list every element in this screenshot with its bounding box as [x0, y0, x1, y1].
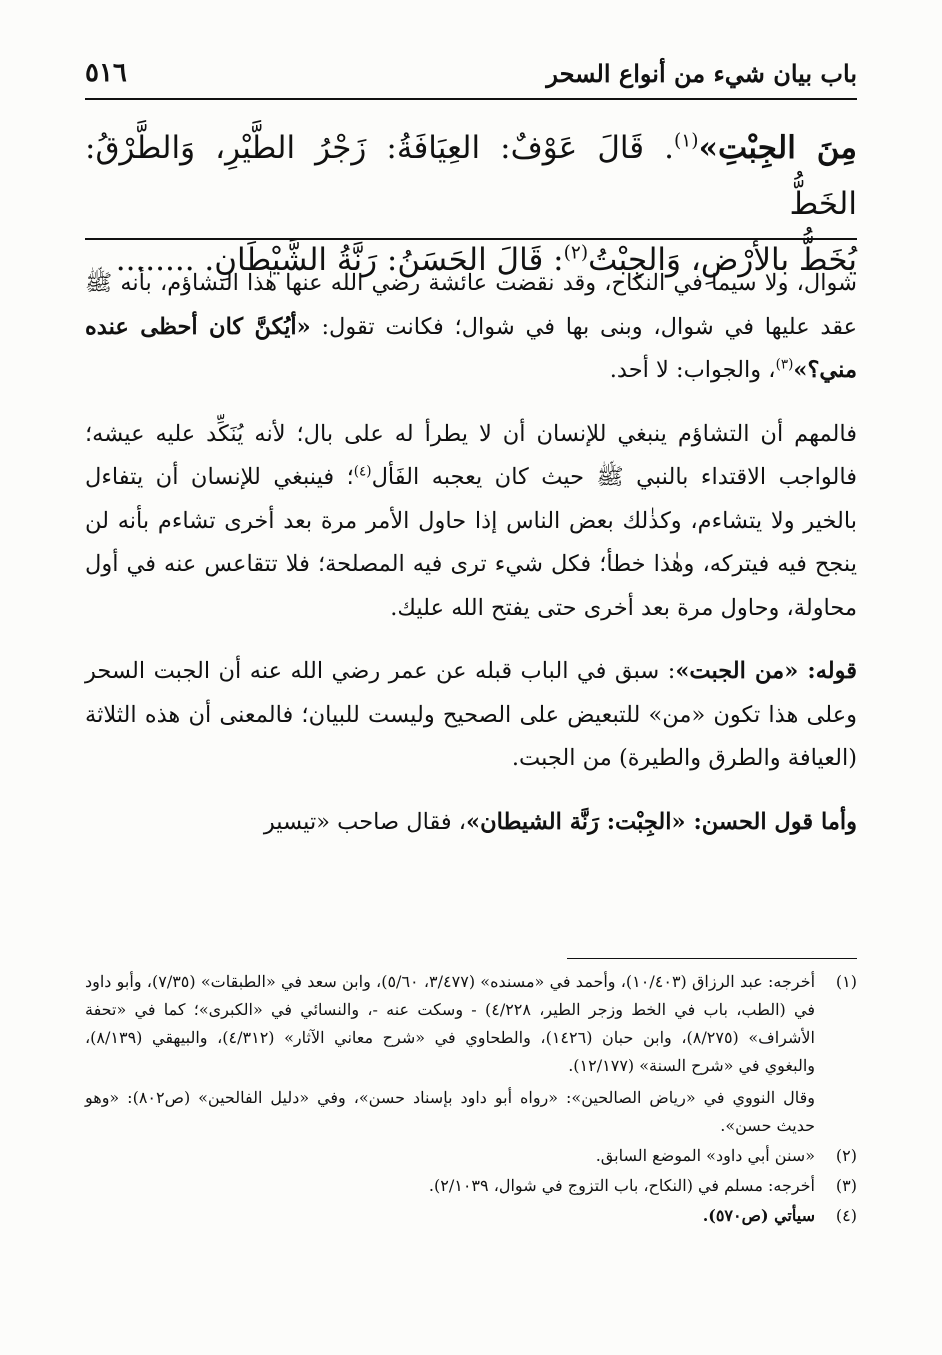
matn-bold-jibt: مِنَ الجِبْتِ»	[698, 130, 857, 166]
qawluhu-heading: قوله: «من الجبت»	[675, 658, 857, 684]
footnote-number: (٣)	[835, 1176, 857, 1195]
commentary-paragraph-1	[85, 262, 857, 393]
footnote-2	[85, 1142, 857, 1170]
hadith-quote: «أيُكنَّ كان أحظى عنده مني؟»	[85, 313, 857, 383]
commentary-p4-text: ، فقال صاحب «تيسير	[263, 808, 466, 835]
footnote-ref-3: (٣)	[775, 356, 794, 373]
footnote-text: «سنن أبي داود» الموضع السابق.	[595, 1146, 815, 1165]
footnote-text: أخرجه: مسلم في (النكاح، باب التزوج في شوال، ٢/١٠٣٩).	[428, 1176, 815, 1195]
footnote-number: (٤)	[835, 1206, 857, 1225]
footnote-number: (٢)	[835, 1146, 857, 1165]
commentary-paragraph-2	[85, 413, 857, 631]
footnote-1	[85, 968, 857, 1140]
matn-line-1	[85, 120, 857, 232]
commentary-paragraph-4	[85, 801, 857, 845]
footnote-text	[85, 968, 815, 1140]
footnotes	[85, 968, 857, 1232]
footnote-1-paragraph-2: وقال النووي في «رياض الصالحين»: «رواه أبو داود بإسناد حسن»، وفي «دليل الفالحين» (ص٨٠٢): «وهو حديث حسن».	[85, 1088, 816, 1135]
commentary-p1-text: شوال، ولا سيما في النكاح، وقد نقضت عائشة رضي الله عنها هٰذا التشاؤم، بأنه ﷺ عقد عليها في شوال، وبنى بها في شوال؛ فكانت تقول:	[85, 270, 858, 340]
footnote-3	[85, 1172, 857, 1200]
commentary-p3-text: : سبق في الباب قبله عن عمر رضي الله عنه أن الجبت السحر وعلى هذا تكون «من» للتبعيض على الصحيح وليست للبيان؛ فالمعنى أن هذه الثلاثة (العيافة والطرق والطيرة) من الجبت.	[85, 658, 857, 771]
footnote-1-paragraph-1: أخرجه: عبد الرزاق (١٠/٤٠٣)، وأحمد في «مسنده» (٣/٤٧٧، ٥/٦٠)، وابن سعد في «الطبقات» (٧/٣٥)، وأبو داود في (الطب، باب في الخط وزجر الطير، ٤/٢٢٨) - وسكت عنه -، والنسائي في «الكبرى»؛ كما في «تحفة الأشراف» (٨/٢٧٥)، وابن حبان (١٤٢٦)، والطحاوي في «شرح معاني الآثار» (٤/٣١٢)، والبيهقي (٨/١٣٩)، والبغوي في «شرح السنة» (١٢/١٧٧).	[85, 972, 816, 1075]
footnote-text: سيأتي (ص٥٧٠).	[702, 1206, 815, 1225]
matn-line-1-rest: . قَالَ عَوْفٌ: العِيَافَةُ: زَجْرُ الطَّيْرِ، وَالطَّرْقُ: الخَطُّ	[85, 130, 857, 222]
chapter-title: باب بيان شيء من أنواع السحر	[546, 58, 857, 88]
commentary-paragraph-3	[85, 650, 857, 781]
commentary-p2-text: فالمهم أن التشاؤم ينبغي للإنسان أن لا يطرأ له على بال؛ لأنه يُنَكِّد عليه عيشه؛ فالواجب الاقتداء بالنبي ﷺ حيث كان يعجبه الفَأل	[85, 420, 857, 490]
footnote-ref-2: (٢)	[563, 242, 589, 264]
footnote-number: (١)	[835, 972, 857, 991]
matn-line-2-rest: : قَالَ الحَسَنُ: رَنَّةُ الشَّيْطَانِ. ........	[115, 242, 564, 278]
footnote-ref-4: (٤)	[353, 463, 372, 480]
hasan-quote-heading: وأما قول الحسن: «الجِبْت: رَنَّة الشيطان»	[466, 808, 857, 835]
page-header	[85, 48, 857, 100]
matn-line-2-start: يُخَطُّ بالأرْضِ، وَالجِبْتُ	[588, 242, 857, 278]
footnote-divider	[567, 958, 857, 959]
commentary-p2-end: ؛ فينبغي للإنسان أن يتفاءل بالخير ولا يتشاءم، وكذٰلك بعض الناس إذا حاول الأمر مرة بعد أخرى تشاءم بأنه لن ينجح فيه فيتركه، وهٰذا خطأ؛ فكل شيء ترى فيه المصلحة؛ فلا تتقاعس عنه في أول محاولة، وحاول مرة بعد أخرى حتى يفتح الله عليك.	[85, 464, 857, 621]
footnote-ref-1: (١)	[674, 130, 699, 152]
matn-divider	[85, 238, 857, 240]
commentary-p1-end: ، والجواب: لا أحد.	[609, 357, 776, 383]
page-number: ٥١٦	[85, 58, 127, 88]
footnote-4	[85, 1202, 857, 1230]
commentary-text	[85, 262, 857, 864]
